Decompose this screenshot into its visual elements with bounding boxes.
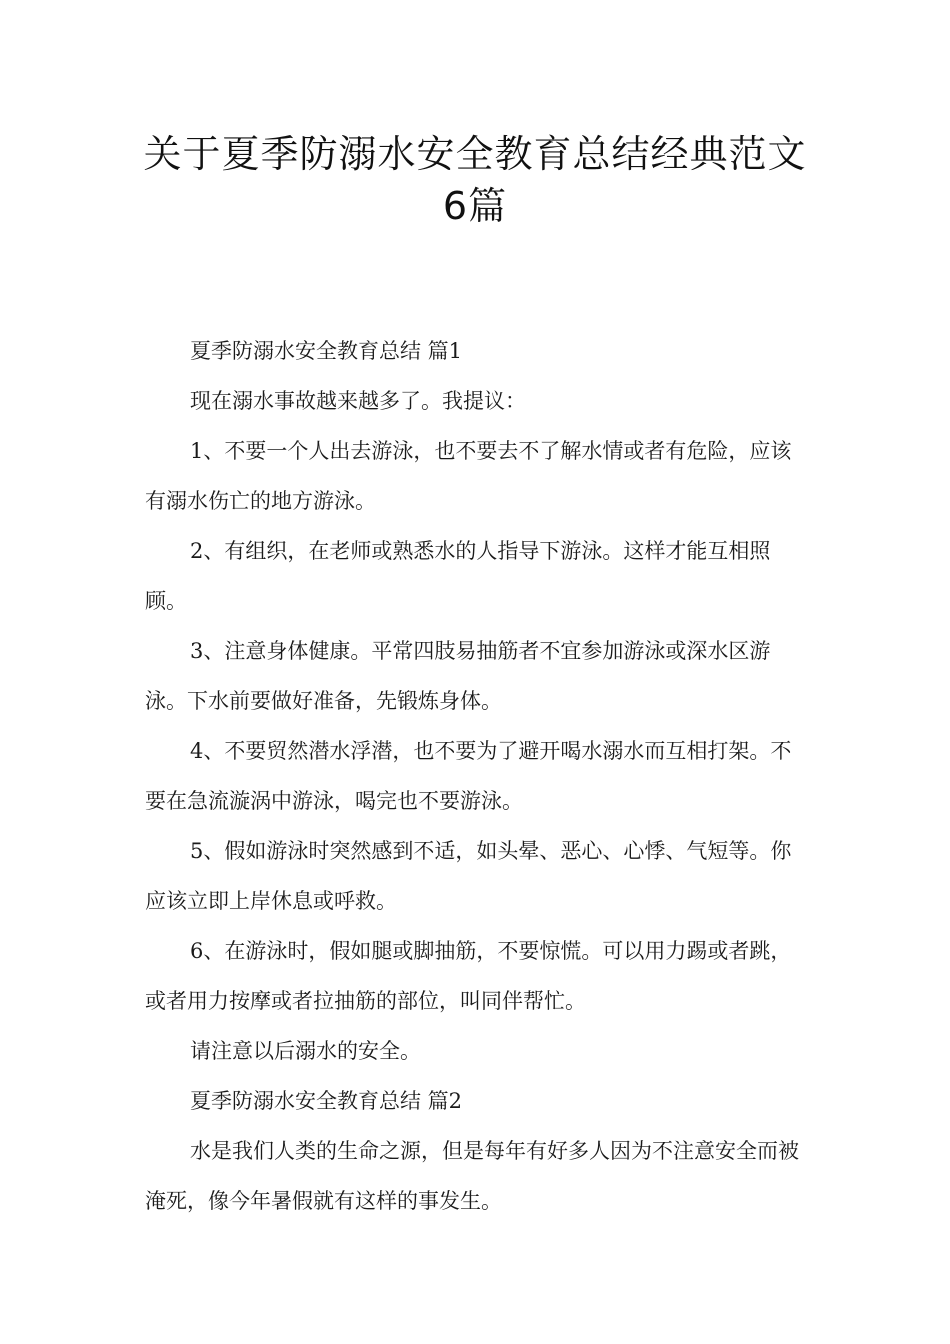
paragraph-item-1: 1、不要一个人出去游泳，也不要去不了解水情或者有危险，应该有溺水伤亡的地方游泳。 xyxy=(145,439,792,513)
title-line-1: 关于夏季防溺水安全教育总结经典范文 xyxy=(143,132,807,176)
title-line-2: 6篇 xyxy=(442,184,508,228)
paragraph-intro: 现在溺水事故越来越多了。我提议： xyxy=(190,389,526,413)
paragraph-item-6: 6、在游泳时，假如腿或脚抽筋，不要惊慌。可以用力踢或者跳，或者用力按摩或者拉抽筋的部位，叫同伴帮忙。 xyxy=(145,939,792,1013)
section-heading-2: 夏季防溺水安全教育总结 篇2 xyxy=(190,1089,463,1113)
document-title xyxy=(0,128,950,232)
paragraph-item-4: 4、不要贸然潜水浮潜，也不要为了避开喝水溺水而互相打架。不要在急流漩涡中游泳，喝完也不要游泳。 xyxy=(145,739,792,813)
paragraph-item-5: 5、假如游泳时突然感到不适，如头晕、恶心、心悸、气短等。你应该立即上岸休息或呼救。 xyxy=(145,839,792,913)
paragraph-item-2: 2、有组织，在老师或熟悉水的人指导下游泳。这样才能互相照顾。 xyxy=(145,539,771,613)
paragraph-item-3: 3、注意身体健康。平常四肢易抽筋者不宜参加游泳或深水区游泳。下水前要做好准备，先锻炼身体。 xyxy=(145,639,771,713)
document-body xyxy=(145,326,805,1226)
paragraph-closing: 请注意以后溺水的安全。 xyxy=(190,1039,421,1063)
section-heading-1: 夏季防溺水安全教育总结 篇1 xyxy=(190,339,463,363)
paragraph-section-2-intro: 水是我们人类的生命之源，但是每年有好多人因为不注意安全而被淹死，像今年暑假就有这样的事发生。 xyxy=(145,1139,799,1213)
